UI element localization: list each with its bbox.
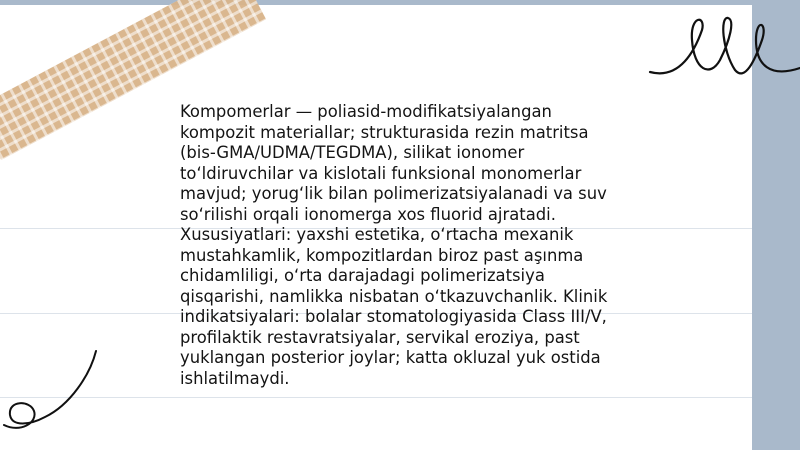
swirl-scribble-icon bbox=[0, 345, 110, 435]
body-paragraph: Kompomerlar — poliasid-modifikatsiyalangan kompozit materiallar; strukturasida rezin matritsa (bis-GMA/UDMA/TEGDMA), silikat ionomer to‘ldiruvchilar va kislotali funksional monomerlar mavjud; yorug‘lik bilan polimerizatsiyalanadi va suv so‘rilishi orqali ionomerga xos fluorid ajratadi. Xususiyatlari: yaxshi estetika, o‘rtacha mexanik mustahkamlik, kompozitlardan biroz past aşınma chidamliligi, o‘rta darajadagi polimerizatsiya qisqarishi, namlikka nisbatan o‘tkazuvchanlik. Klinik indikatsiyalari: bolalar stomatologiyasida Class III/V, profilaktik restavratsiyalar, servikal eroziya, past yuklangan posterior joylar; katta okluzal yuk ostida ishlatilmaydi. bbox=[180, 102, 608, 388]
ruled-line bbox=[0, 397, 752, 398]
loop-scribble-icon bbox=[640, 10, 800, 90]
